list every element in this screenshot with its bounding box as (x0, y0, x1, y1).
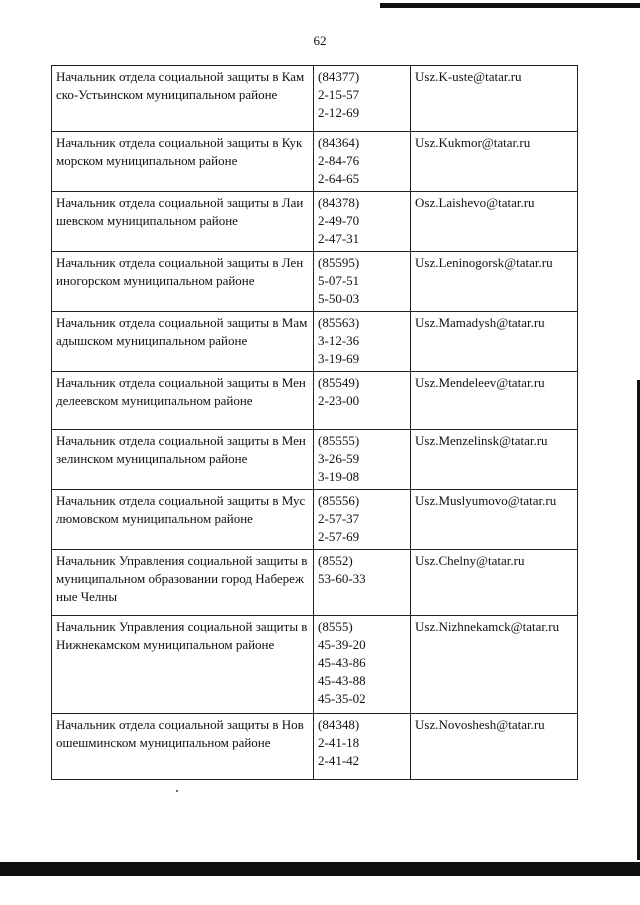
email-address: Usz.Mendeleev@tatar.ru (411, 372, 578, 430)
email-address: Usz.Chelny@tatar.ru (411, 550, 578, 616)
email-address: Usz.Menzelinsk@tatar.ru (411, 430, 578, 490)
scan-speck (176, 790, 178, 792)
phone-number: 2-15-57 (318, 87, 360, 102)
phone-number: 2-12-69 (318, 105, 360, 120)
official-title: Начальник отдела социальной защиты в Лениногорском муниципальном районе (52, 252, 314, 312)
table-row (52, 714, 578, 780)
official-title: Начальник Управления социальной защиты в Нижнекамском муниципальном районе (52, 616, 314, 714)
phone-cell (314, 372, 411, 430)
email-address: Usz.K-uste@tatar.ru (411, 66, 578, 132)
phone-number: 3-19-69 (318, 351, 360, 366)
email-address: Osz.Laishevo@tatar.ru (411, 192, 578, 252)
phone-number: 45-35-02 (318, 691, 366, 706)
phone-number: 2-49-70 (318, 213, 360, 228)
phone-number: 2-57-69 (318, 529, 360, 544)
table-row (52, 66, 578, 132)
phone-cell (314, 550, 411, 616)
phone-number: 53-60-33 (318, 571, 366, 586)
table-row (52, 490, 578, 550)
phone-number: 2-57-37 (318, 511, 360, 526)
contacts-table-body (52, 66, 578, 780)
contacts-table (51, 65, 578, 780)
phone-number: 45-43-88 (318, 673, 366, 688)
phone-number: 3-19-08 (318, 469, 360, 484)
phone-number: 2-41-42 (318, 753, 360, 768)
official-title: Начальник отдела социальной защиты в Кукморском муниципальном районе (52, 132, 314, 192)
phone-number: (84348) (318, 717, 360, 732)
phone-number: 45-39-20 (318, 637, 366, 652)
phone-number: (85563) (318, 315, 360, 330)
table-row (52, 252, 578, 312)
phone-number: 2-47-31 (318, 231, 360, 246)
official-title: Начальник отдела социальной защиты в Мамадышском муниципальном районе (52, 312, 314, 372)
official-title: Начальник Управления социальной защиты в муниципальном образовании город Набережные Челны (52, 550, 314, 616)
phone-cell (314, 430, 411, 490)
email-address: Usz.Leninogorsk@tatar.ru (411, 252, 578, 312)
phone-number: (84364) (318, 135, 360, 150)
phone-number: 3-12-36 (318, 333, 360, 348)
phone-number: 5-50-03 (318, 291, 360, 306)
phone-number: (85595) (318, 255, 360, 270)
official-title: Начальник отдела социальной защиты в Новошешминском муниципальном районе (52, 714, 314, 780)
table-row (52, 550, 578, 616)
phone-cell (314, 490, 411, 550)
table-row (52, 192, 578, 252)
phone-number: (85555) (318, 433, 360, 448)
top-rule (380, 3, 640, 8)
page-number: 62 (313, 33, 327, 48)
phone-number: 45-43-86 (318, 655, 366, 670)
phone-cell (314, 312, 411, 372)
phone-cell (314, 192, 411, 252)
phone-number: (85549) (318, 375, 360, 390)
official-title: Начальник отдела социальной защиты в Лаишевском муниципальном районе (52, 192, 314, 252)
phone-number: (85556) (318, 493, 360, 508)
email-address: Usz.Kukmor@tatar.ru (411, 132, 578, 192)
official-title: Начальник отдела социальной защиты в Мензелинском муниципальном районе (52, 430, 314, 490)
table-row (52, 616, 578, 714)
email-address: Usz.Nizhnekamck@tatar.ru (411, 616, 578, 714)
phone-number: 2-64-65 (318, 171, 360, 186)
table-row (52, 132, 578, 192)
phone-cell (314, 252, 411, 312)
table-row (52, 372, 578, 430)
phone-number: (84378) (318, 195, 360, 210)
phone-number: 5-07-51 (318, 273, 360, 288)
phone-number: 2-23-00 (318, 393, 360, 408)
bottom-rule (0, 862, 640, 876)
official-title: Начальник отдела социальной защиты в Камско-Устьинском муниципальном районе (52, 66, 314, 132)
table-row (52, 312, 578, 372)
official-title: Начальник отдела социальной защиты в Муслюмовском муниципальном районе (52, 490, 314, 550)
phone-number: (8552) (318, 553, 353, 568)
phone-number: (84377) (318, 69, 360, 84)
official-title: Начальник отдела социальной защиты в Менделеевском муниципальном районе (52, 372, 314, 430)
phone-number: 3-26-59 (318, 451, 360, 466)
email-address: Usz.Muslyumovo@tatar.ru (411, 490, 578, 550)
phone-cell (314, 66, 411, 132)
phone-number: (8555) (318, 619, 353, 634)
phone-cell (314, 714, 411, 780)
phone-cell (314, 616, 411, 714)
email-address: Usz.Mamadysh@tatar.ru (411, 312, 578, 372)
email-address: Usz.Novoshesh@tatar.ru (411, 714, 578, 780)
table-row (52, 430, 578, 490)
phone-cell (314, 132, 411, 192)
phone-number: 2-84-76 (318, 153, 360, 168)
phone-number: 2-41-18 (318, 735, 360, 750)
